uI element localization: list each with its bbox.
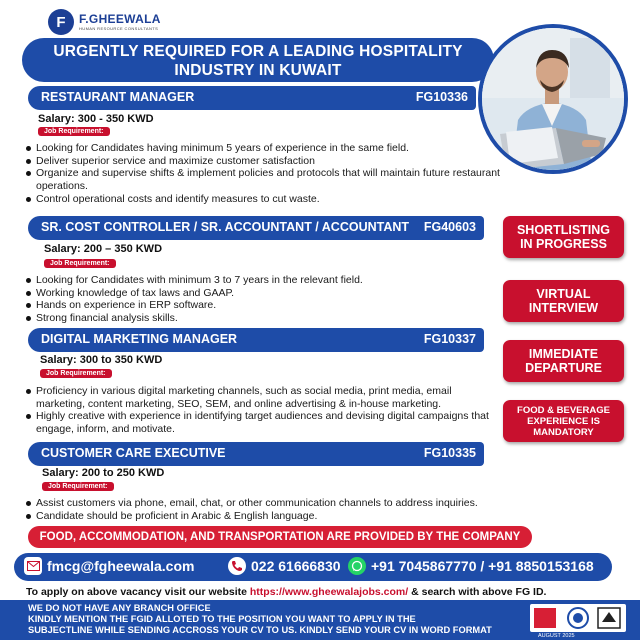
job-requirement-label: Job Requirement: <box>40 369 112 378</box>
badge-line: VIRTUAL <box>536 287 591 301</box>
headline-line-2: INDUSTRY IN KUWAIT <box>174 62 342 79</box>
job-requirement-label: Job Requirement: <box>44 259 116 268</box>
job-title: RESTAURANT MANAGER <box>41 90 195 104</box>
list-item: Working knowledge of tax laws and GAAP. <box>24 287 502 300</box>
contact-bar <box>14 553 612 581</box>
whatsapp-icon <box>348 557 366 575</box>
job-requirements-list <box>24 274 502 325</box>
footer-lines <box>28 603 492 636</box>
badge-shortlisting <box>503 216 624 258</box>
job-requirements-list <box>24 385 502 436</box>
headline-line-1: URGENTLY REQUIRED FOR A LEADING HOSPITALITY <box>53 43 463 60</box>
badge-line: DEPARTURE <box>525 361 602 375</box>
list-item: Strong financial analysis skills. <box>24 312 502 325</box>
footer-notice <box>0 600 640 640</box>
job-title: DIGITAL MARKETING MANAGER <box>41 332 238 346</box>
whatsapp-contact[interactable] <box>348 557 594 575</box>
phone-contact[interactable] <box>228 557 341 575</box>
company-name: F.GHEEWALA <box>79 11 161 26</box>
job-requirement-label: Job Requirement: <box>38 127 110 136</box>
badge-line: INTERVIEW <box>528 301 599 315</box>
footer-line: SUBJECTLINE WHILE SENDING ACCROSS YOUR CV TO US. KINDLY SEND YOUR CV IN WORD FORMAT <box>28 625 492 635</box>
job-header-customer-care-executive <box>28 442 484 466</box>
badge-immediate-departure <box>503 340 624 382</box>
logo-mark-icon: F <box>48 9 74 35</box>
badge-line: EXPERIENCE IS <box>527 416 600 427</box>
headline-banner <box>22 38 494 82</box>
iso-cert-icon <box>534 608 556 628</box>
email-contact[interactable] <box>24 557 194 575</box>
benefits-banner: FOOD, ACCOMMODATION, AND TRANSPORTATION ARE PROVIDED BY THE COMPANY <box>28 526 532 548</box>
logo-text <box>79 13 161 32</box>
job-salary: Salary: 300 to 350 KWD <box>40 354 163 366</box>
job-requirement-label: Job Requirement: <box>42 482 114 491</box>
job-salary: Salary: 200 – 350 KWD <box>44 243 163 255</box>
footer-line: KINDLY MENTION THE FGID ALLOTED TO THE POSITION YOU WANT TO APPLY IN THE <box>28 614 416 624</box>
list-item: Proficiency in various digital marketing channels, such as social media, print media, email marketing, content marketing, SEO, SEM, and online advertising & in-house marketing. <box>24 385 502 410</box>
badge-line: FOOD & BEVERAGE <box>517 405 610 416</box>
job-salary: Salary: 200 to 250 KWD <box>42 467 165 479</box>
list-item: Organize and supervise shifts & implement policies and protocols that will maintain future restaurant operations. <box>24 167 502 192</box>
list-item: Control operational costs and identify measures to cut waste. <box>24 193 502 206</box>
badge-line: SHORTLISTING <box>516 223 611 237</box>
apply-instructions <box>26 586 546 598</box>
company-logo <box>48 9 161 35</box>
job-title: SR. COST CONTROLLER / SR. ACCOUNTANT / ACCOUNTANT <box>41 220 410 234</box>
job-header-restaurant-manager <box>28 86 476 110</box>
certification-date: AUGUST 2025 <box>538 633 575 639</box>
job-requirements-list <box>24 497 502 522</box>
certification-logos <box>530 604 626 632</box>
mail-icon <box>24 557 42 575</box>
whatsapp-numbers[interactable]: +91 7045867770 / +91 8850153168 <box>371 558 594 574</box>
job-header-cost-controller <box>28 216 484 240</box>
job-salary: Salary: 300 - 350 KWD <box>38 113 154 125</box>
job-header-digital-marketing-manager <box>28 328 484 352</box>
badge-line: IN PROGRESS <box>520 237 607 251</box>
badge-line: IMMEDIATE <box>528 347 599 361</box>
badge-food-beverage <box>503 400 624 442</box>
list-item: Candidate should be proficient in Arabic & English language. <box>24 510 502 523</box>
footer-line: WE DO NOT HAVE ANY BRANCH OFFICE <box>28 603 211 613</box>
job-requirements-list <box>24 142 502 206</box>
telephone-icon <box>228 557 246 575</box>
apply-suffix: & search with above FG ID. <box>408 586 547 598</box>
email-address[interactable]: fmcg@fgheewala.com <box>47 558 195 574</box>
badge-virtual-interview <box>503 280 624 322</box>
list-item: Looking for Candidates having minimum 5 years of experience in the same field. <box>24 142 502 155</box>
list-item: Highly creative with experience in identifying target audiences and devising digital campaigns that engage, inform, and motivate. <box>24 410 502 435</box>
phone-number[interactable]: 022 61666830 <box>251 558 341 574</box>
job-fgid: FG10336 <box>415 90 468 104</box>
man-at-laptop-illustration <box>482 28 624 170</box>
job-fgid: FG40603 <box>423 220 476 234</box>
job-fgid: FG10337 <box>423 332 476 346</box>
website-link[interactable]: https://www.gheewalajobs.com/ <box>249 586 409 598</box>
list-item: Hands on experience in ERP software. <box>24 299 502 312</box>
list-item: Deliver superior service and maximize customer satisfaction <box>24 155 502 168</box>
list-item: Looking for Candidates with minimum 3 to 7 years in the relevant field. <box>24 274 502 287</box>
apply-prefix: To apply on above vacancy visit our website <box>26 586 250 598</box>
company-tagline: HUMAN RESOURCE CONSULTANTS <box>79 25 159 31</box>
badge-line: MANDATORY <box>533 427 594 438</box>
list-item: Assist customers via phone, email, chat, or other communication channels to address inquiries. <box>24 497 502 510</box>
job-fgid: FG10335 <box>423 446 476 460</box>
job-title: CUSTOMER CARE EXECUTIVE <box>41 446 226 460</box>
